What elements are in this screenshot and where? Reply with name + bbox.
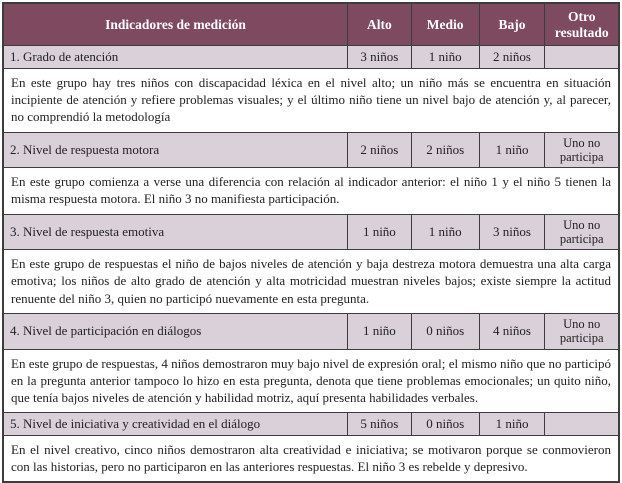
cell-alto: 2 niños (348, 132, 412, 168)
cell-otro: Uno no participa (545, 132, 619, 168)
cell-bajo: 3 niños (479, 214, 545, 250)
cell-alto: 5 niños (348, 413, 412, 436)
description-text: En este grupo hay tres niños con discapacidad léxica en el nivel alto; un niño más se encuentra en situación incipiente de atención y refiere problemas visuales; y el último niño tiene un nivel bajo de atención y, al parecer, no comprendió la metodología (3, 69, 619, 132)
indicator-row-1 (3, 46, 619, 69)
description-text: En este grupo de respuestas el niño de bajos niveles de atención y baja destreza motora demuestra una alta carga emotiva; los niños de alto grado de atención y alta motricidad muestran niveles bajos; existe siempre la actitud renuente del niño 3, quien no participó nuevamente en esta pregunta. (3, 250, 619, 313)
cell-medio: 0 niños (411, 413, 479, 436)
indicator-label: 1. Grado de atención (3, 46, 348, 69)
indicator-row-4 (3, 313, 619, 349)
cell-medio: 0 niños (411, 313, 479, 349)
indicator-row-3 (3, 214, 619, 250)
header-cell-bajo: Bajo (479, 3, 545, 46)
cell-medio: 1 niño (411, 214, 479, 250)
cell-otro (545, 46, 619, 69)
header-cell-alto: Alto (348, 3, 412, 46)
description-row-3 (3, 250, 619, 313)
cell-otro: Uno no participa (545, 214, 619, 250)
indicator-label: 2. Nivel de respuesta motora (3, 132, 348, 168)
cell-bajo: 4 niños (479, 313, 545, 349)
description-row-1 (3, 69, 619, 132)
description-row-5 (3, 436, 619, 483)
indicator-row-5 (3, 413, 619, 436)
cell-bajo: 2 niños (479, 46, 545, 69)
description-text: En este grupo de respuestas, 4 niños demostraron muy bajo nivel de expresión oral; el mismo niño que no participó en la pregunta anterior tampoco lo hizo en esta pregunta, denota que tiene problemas emocionales; un quito niño, que tenía bajos niveles de atención y habilidad motriz, aquí presenta habilidades verbales. (3, 349, 619, 412)
cell-medio: 2 niños (411, 132, 479, 168)
table-header (3, 3, 619, 46)
indicator-label: 4. Nivel de participación en diálogos (3, 313, 348, 349)
description-row-4 (3, 349, 619, 412)
cell-alto: 1 niño (348, 214, 412, 250)
indicator-row-2 (3, 132, 619, 168)
cell-bajo: 1 niño (479, 413, 545, 436)
header-cell-medio: Medio (411, 3, 479, 46)
description-text: En este grupo comienza a verse una diferencia con relación al indicador anterior: el niño 1 y el niño 5 tienen la misma respuesta motora. El niño 3 no manifiesta participación. (3, 168, 619, 214)
cell-bajo: 1 niño (479, 132, 545, 168)
header-cell-indicadores: Indicadores de medición (3, 3, 348, 46)
description-text: En el nivel creativo, cinco niños demostraron alta creatividad e iniciativa; se motivaron porque se conmovieron con las historias, pero no participaron en las anteriores respuestas. El niño 3 es rebelde y depresivo. (3, 436, 619, 483)
cell-otro (545, 413, 619, 436)
cell-alto: 3 niños (348, 46, 412, 69)
indicators-table (2, 2, 620, 483)
cell-otro: Uno no participa (545, 313, 619, 349)
cell-medio: 1 niño (411, 46, 479, 69)
description-row-2 (3, 168, 619, 214)
indicator-label: 3. Nivel de respuesta emotiva (3, 214, 348, 250)
indicator-label: 5. Nivel de iniciativa y creatividad en el diálogo (3, 413, 348, 436)
cell-alto: 1 niño (348, 313, 412, 349)
header-cell-otro-resultado: Otro resultado (545, 3, 619, 46)
